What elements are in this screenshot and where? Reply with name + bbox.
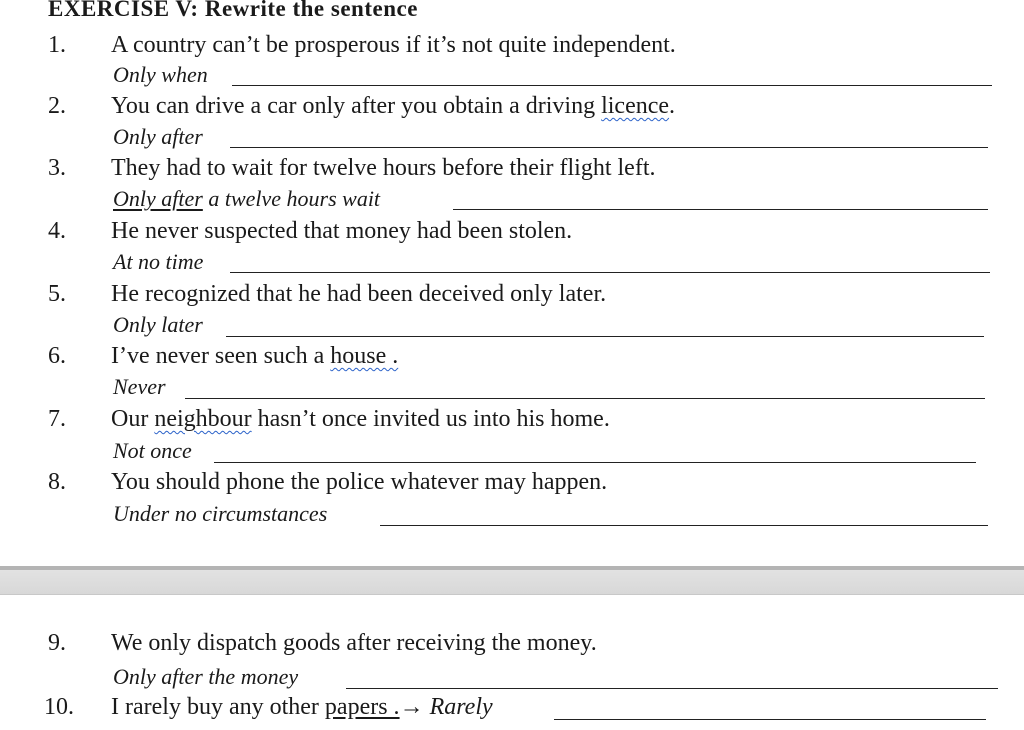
- item-number: 6.: [48, 343, 66, 369]
- item-number: 1.: [48, 32, 66, 58]
- page-separator: [0, 570, 1024, 595]
- exercise-title: EXERCISE V: Rewrite the sentence: [48, 0, 418, 21]
- rewrite-prompt: At no time: [113, 249, 204, 274]
- answer-line[interactable]: [230, 272, 990, 273]
- answer-line[interactable]: [346, 688, 998, 689]
- item-number: 3.: [48, 155, 66, 181]
- rewrite-prompt: Only when: [113, 62, 208, 87]
- underlined-word: papers .: [324, 694, 400, 720]
- spellcheck-flag: licence: [601, 93, 670, 119]
- item-sentence: I’ve never seen such a house .: [111, 343, 399, 369]
- item-number: 8.: [48, 469, 66, 495]
- answer-line[interactable]: [453, 209, 988, 210]
- item-sentence: You should phone the police whatever may happen.: [111, 469, 608, 495]
- answer-line[interactable]: [380, 525, 988, 526]
- item-number: 2.: [48, 93, 66, 119]
- rewrite-prompt: Not once: [113, 438, 192, 463]
- answer-line[interactable]: [185, 398, 985, 399]
- rewrite-prompt: Only after the money: [113, 664, 299, 689]
- item-sentence: He recognized that he had been deceived only later.: [111, 281, 607, 307]
- rewrite-prompt: Rarely: [429, 694, 493, 720]
- spellcheck-flag: neighbour: [154, 406, 252, 432]
- rewrite-prompt: Under no circumstances: [113, 501, 328, 526]
- answer-line[interactable]: [232, 85, 992, 86]
- item-number: 5.: [48, 281, 66, 307]
- answer-line[interactable]: [226, 336, 984, 337]
- answer-line[interactable]: [230, 147, 988, 148]
- item-number: 9.: [48, 630, 66, 656]
- item-sentence: You can drive a car only after you obtain a driving licence.: [111, 93, 676, 119]
- item-sentence: A country can’t be prosperous if it’s not quite independent.: [111, 32, 676, 58]
- arrow-icon: →: [399, 694, 424, 720]
- rewrite-prompt: Only later: [113, 312, 203, 337]
- rewrite-prompt: Only after a twelve hours wait: [113, 186, 381, 211]
- rewrite-prompt: Never: [113, 374, 166, 399]
- item-sentence: Our neighbour hasn’t once invited us into his home.: [111, 406, 610, 432]
- answer-line[interactable]: [214, 462, 976, 463]
- item-sentence: They had to wait for twelve hours before their flight left.: [111, 155, 656, 181]
- item-sentence: I rarely buy any other papers .→ Rarely: [111, 694, 493, 720]
- spellcheck-flag: house .: [330, 343, 399, 369]
- item-number: 4.: [48, 218, 66, 244]
- item-number: 10.: [44, 694, 74, 720]
- answer-line[interactable]: [554, 719, 986, 720]
- rewrite-prompt: Only after: [113, 124, 203, 149]
- item-sentence: He never suspected that money had been stolen.: [111, 218, 573, 244]
- item-number: 7.: [48, 406, 66, 432]
- item-sentence: We only dispatch goods after receiving the money.: [111, 630, 597, 656]
